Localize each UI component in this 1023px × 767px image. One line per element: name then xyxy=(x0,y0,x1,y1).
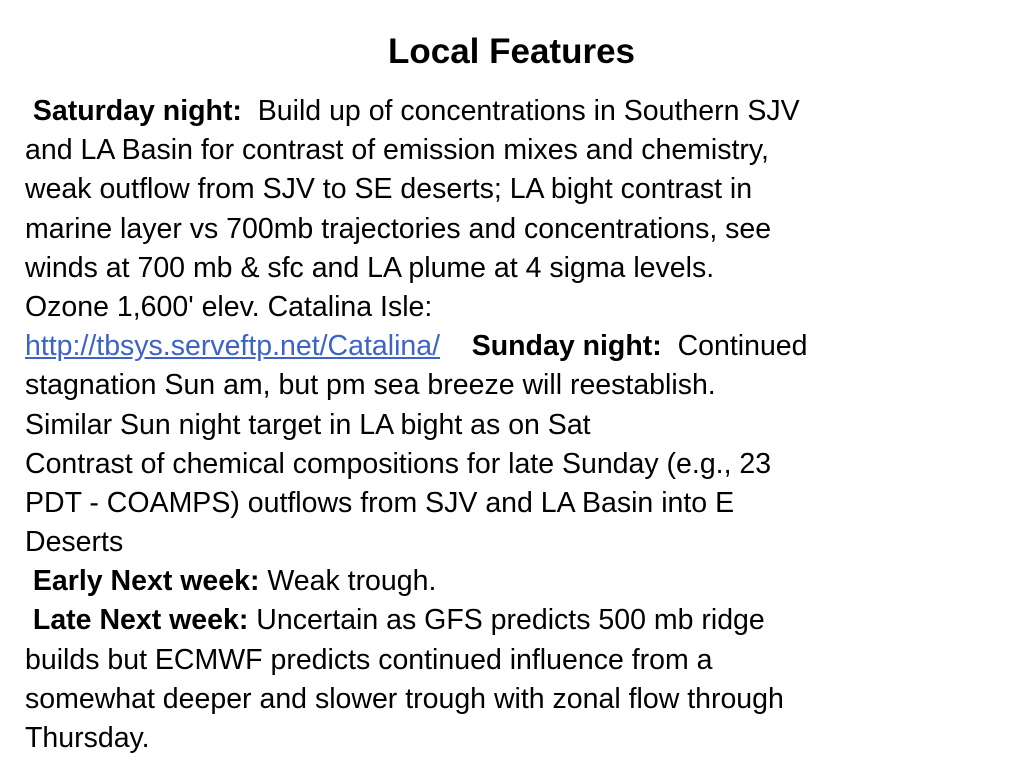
saturday-line-4: marine layer vs 700mb trajectories and concentrations, see xyxy=(25,212,772,245)
early-next-week-text: Weak trough. xyxy=(267,565,437,598)
sunday-line-6: Deserts xyxy=(25,526,124,559)
slide-body xyxy=(25,92,1000,758)
sunday-text-1: Continued xyxy=(677,330,808,363)
saturday-line-3: weak outflow from SJV to SE deserts; LA bight contrast in xyxy=(25,173,753,206)
sunday-night-label: Sunday night: xyxy=(471,330,662,363)
late-next-week-line-3: somewhat deeper and slower trough with zonal flow through xyxy=(25,682,784,715)
saturday-line-1 xyxy=(25,92,1000,131)
late-next-week-line-4: Thursday. xyxy=(25,722,150,754)
early-next-week-line xyxy=(25,562,1000,601)
sunday-line-3: Similar Sun night target in LA bight as on Sat xyxy=(25,408,591,441)
saturday-line-5: winds at 700 mb & sfc and LA plume at 4 sigma levels. xyxy=(25,251,715,284)
early-next-week-label: Early Next week: xyxy=(32,565,260,598)
saturday-line-2: and LA Basin for contrast of emission mixes and chemistry, xyxy=(25,134,769,167)
catalina-link[interactable]: http://tbsys.serveftp.net/Catalina/ xyxy=(25,330,441,363)
late-next-week-label: Late Next week: xyxy=(32,604,249,637)
late-next-week-line-2: builds but ECMWF predicts continued influence from a xyxy=(25,643,713,676)
late-next-week-text-1: Uncertain as GFS predicts 500 mb ridge xyxy=(256,604,765,637)
saturday-line-6: Ozone 1,600' elev. Catalina Isle: xyxy=(25,290,433,323)
saturday-night-label: Saturday night: xyxy=(32,95,242,127)
sunday-line-2: stagnation Sun am, but pm sea breeze will reestablish. xyxy=(25,369,716,402)
slide-title: Local Features xyxy=(387,32,636,71)
link-sunday-line xyxy=(25,327,1000,366)
sunday-line-4: Contrast of chemical compositions for late Sunday (e.g., 23 xyxy=(25,447,772,480)
saturday-text-1: Build up of concentrations in Southern SJV xyxy=(257,95,800,127)
late-next-week-line-1 xyxy=(25,601,1000,640)
sunday-line-5: PDT - COAMPS) outflows from SJV and LA Basin into E xyxy=(25,486,735,519)
